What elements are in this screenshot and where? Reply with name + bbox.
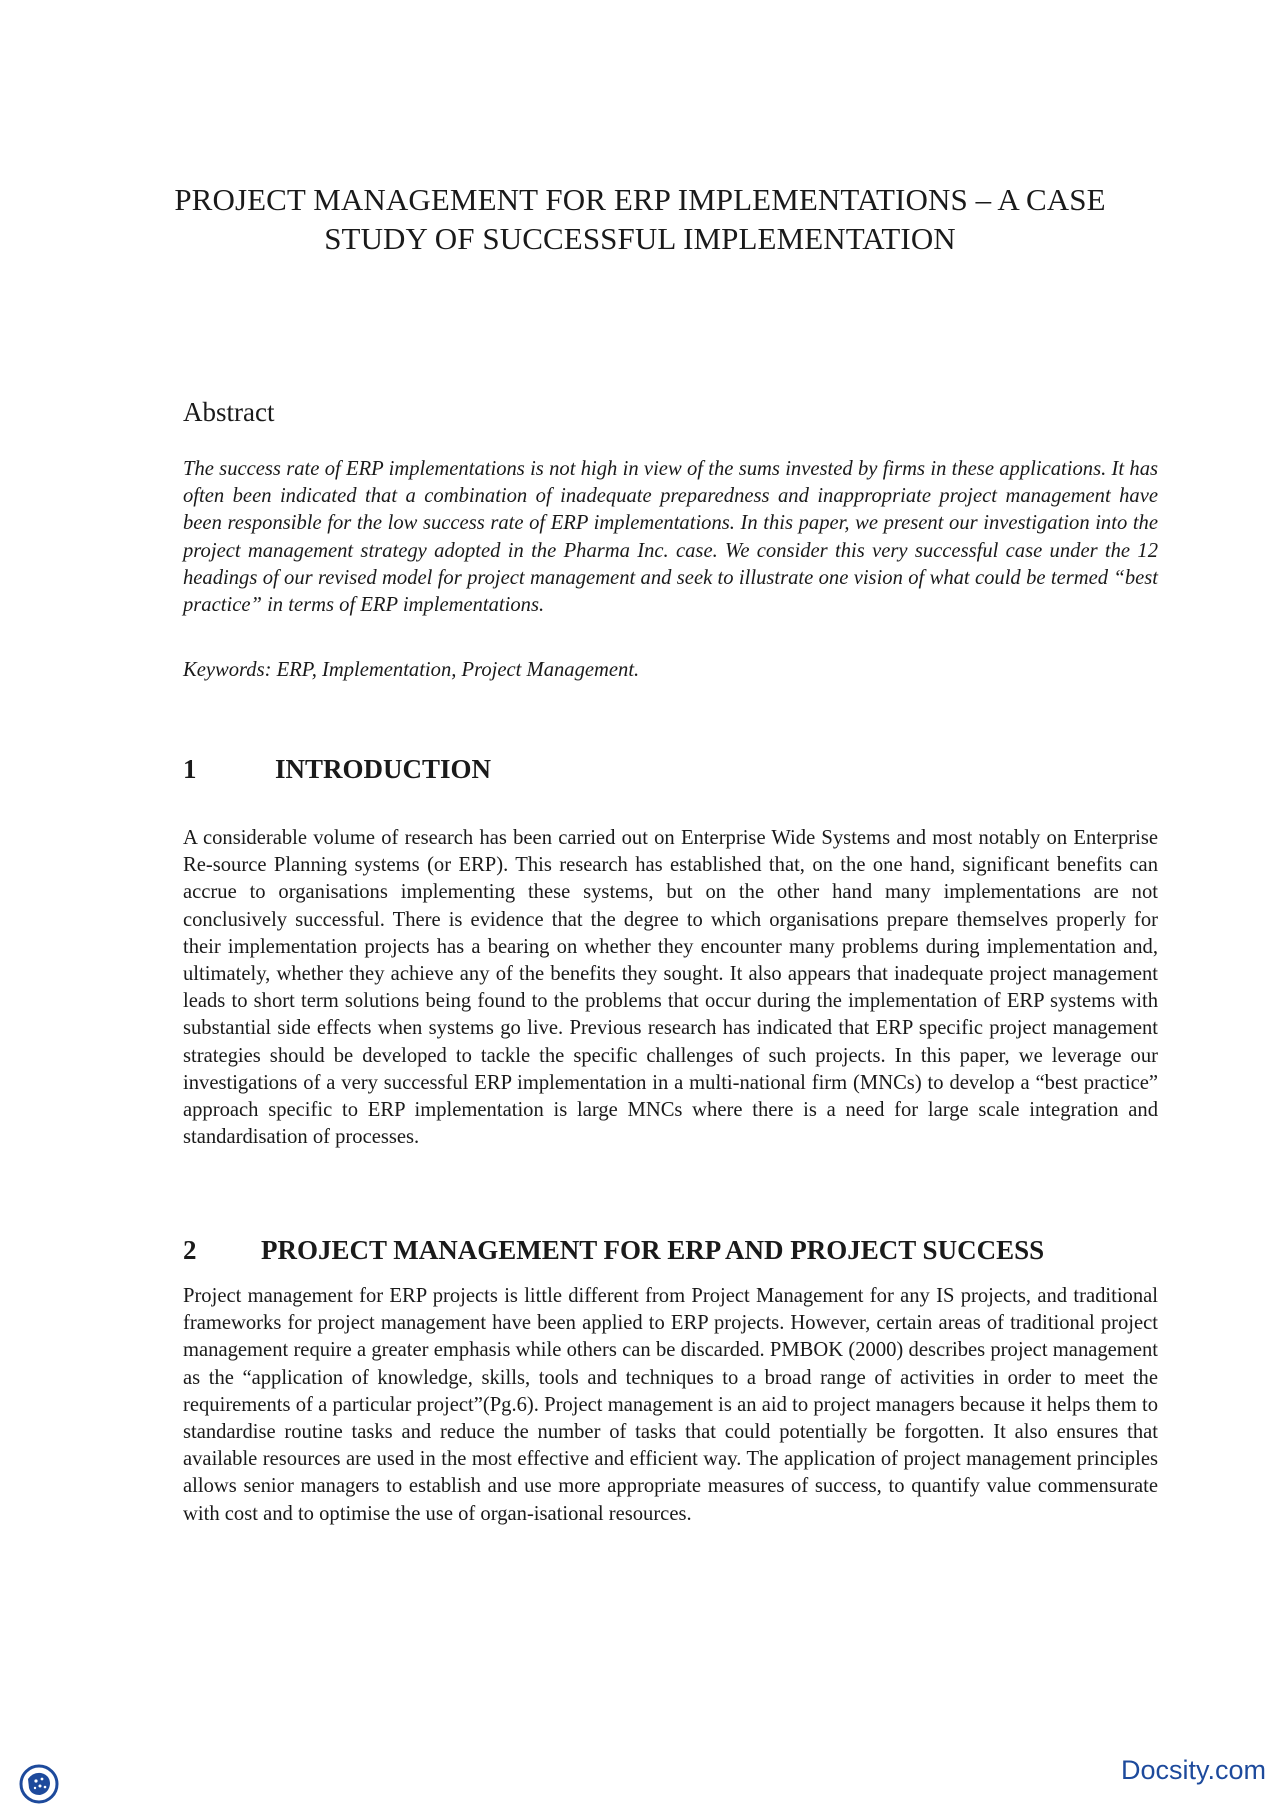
keywords: Keywords: ERP, Implementation, Project Management. — [183, 659, 640, 681]
section-title: INTRODUCTION — [275, 754, 492, 784]
section-number: 1 — [183, 754, 197, 784]
abstract-heading: Abstract — [183, 397, 275, 427]
abstract-text: The success rate of ERP implementations is not high in view of the sums invested by firms in these applications. It has often been indicated that a combination of inadequate preparedness and inappropriate project management have been responsible for the low success rate of ERP implementations. In this paper, we present our investigation into the project management strategy adopted in the Pharma Inc. case. We consider this very successful case under the 12 headings of our revised model for project management and seek to illustrate one vision of what could be termed “best practice” in terms of ERP implementations. — [183, 458, 1158, 617]
section-number: 2 — [183, 1235, 197, 1265]
section-title: PROJECT MANAGEMENT FOR ERP AND PROJECT SUCCESS — [261, 1235, 1045, 1265]
section-heading-project-management — [183, 1235, 1044, 1266]
introduction-text: A considerable volume of research has been carried out on Enterprise Wide Systems and most notably on Enterprise Re-source Planning systems (or ERP). This research has established that, on the one hand, significant benefits can accrue to organisations implementing these systems, but on the other hand many implementations are not conclusively successful. There is evidence that the degree to which organisations prepare themselves properly for their implementation projects has a bearing on whether they encounter many problems during implementation and, ultimately, whether they achieve any of the benefits they sought. It also appears that inadequate project management leads to short term solutions being found to the problems that occur during the implementation of ERP systems with substantial side effects when systems go live. Previous research has indicated that ERP specific project management strategies should be developed to tackle the specific challenges of such projects. In this paper, we leverage our investigations of a very successful ERP implementation in a multi-national firm (MNCs) to develop a “best practice” approach specific to ERP implementation is large MNCs where there is a need for large scale integration and standardisation of processes. — [183, 827, 1158, 1149]
docsity-logo-icon[interactable] — [19, 1764, 59, 1804]
paper-title: PROJECT MANAGEMENT FOR ERP IMPLEMENTATIONS – A CASE STUDY OF SUCCESSFUL IMPLEMENTATION — [174, 182, 1106, 256]
docsity-brand-link[interactable]: Docsity.com — [1120, 1755, 1266, 1785]
project-management-text: Project management for ERP projects is little different from Project Management for any IS projects, and traditional frameworks for project management have been applied to ERP projects. However, certain areas of traditional project management require a greater emphasis while others can be discarded. PMBOK (2000) describes project management as the “application of knowledge, skills, tools and techniques to a broad range of activities in order to meet the requirements of a particular project”(Pg.6). Project management is an aid to project managers because it helps them to standardise routine tasks and reduce the number of tasks that could potentially be forgotten. It also ensures that available resources are used in the most effective and efficient way. The application of project management principles allows senior managers to establish and use more appropriate measures of success, to quantify value commensurate with cost and to optimise the use of organ-isational resources. — [183, 1285, 1158, 1525]
section-heading-introduction — [183, 754, 491, 785]
